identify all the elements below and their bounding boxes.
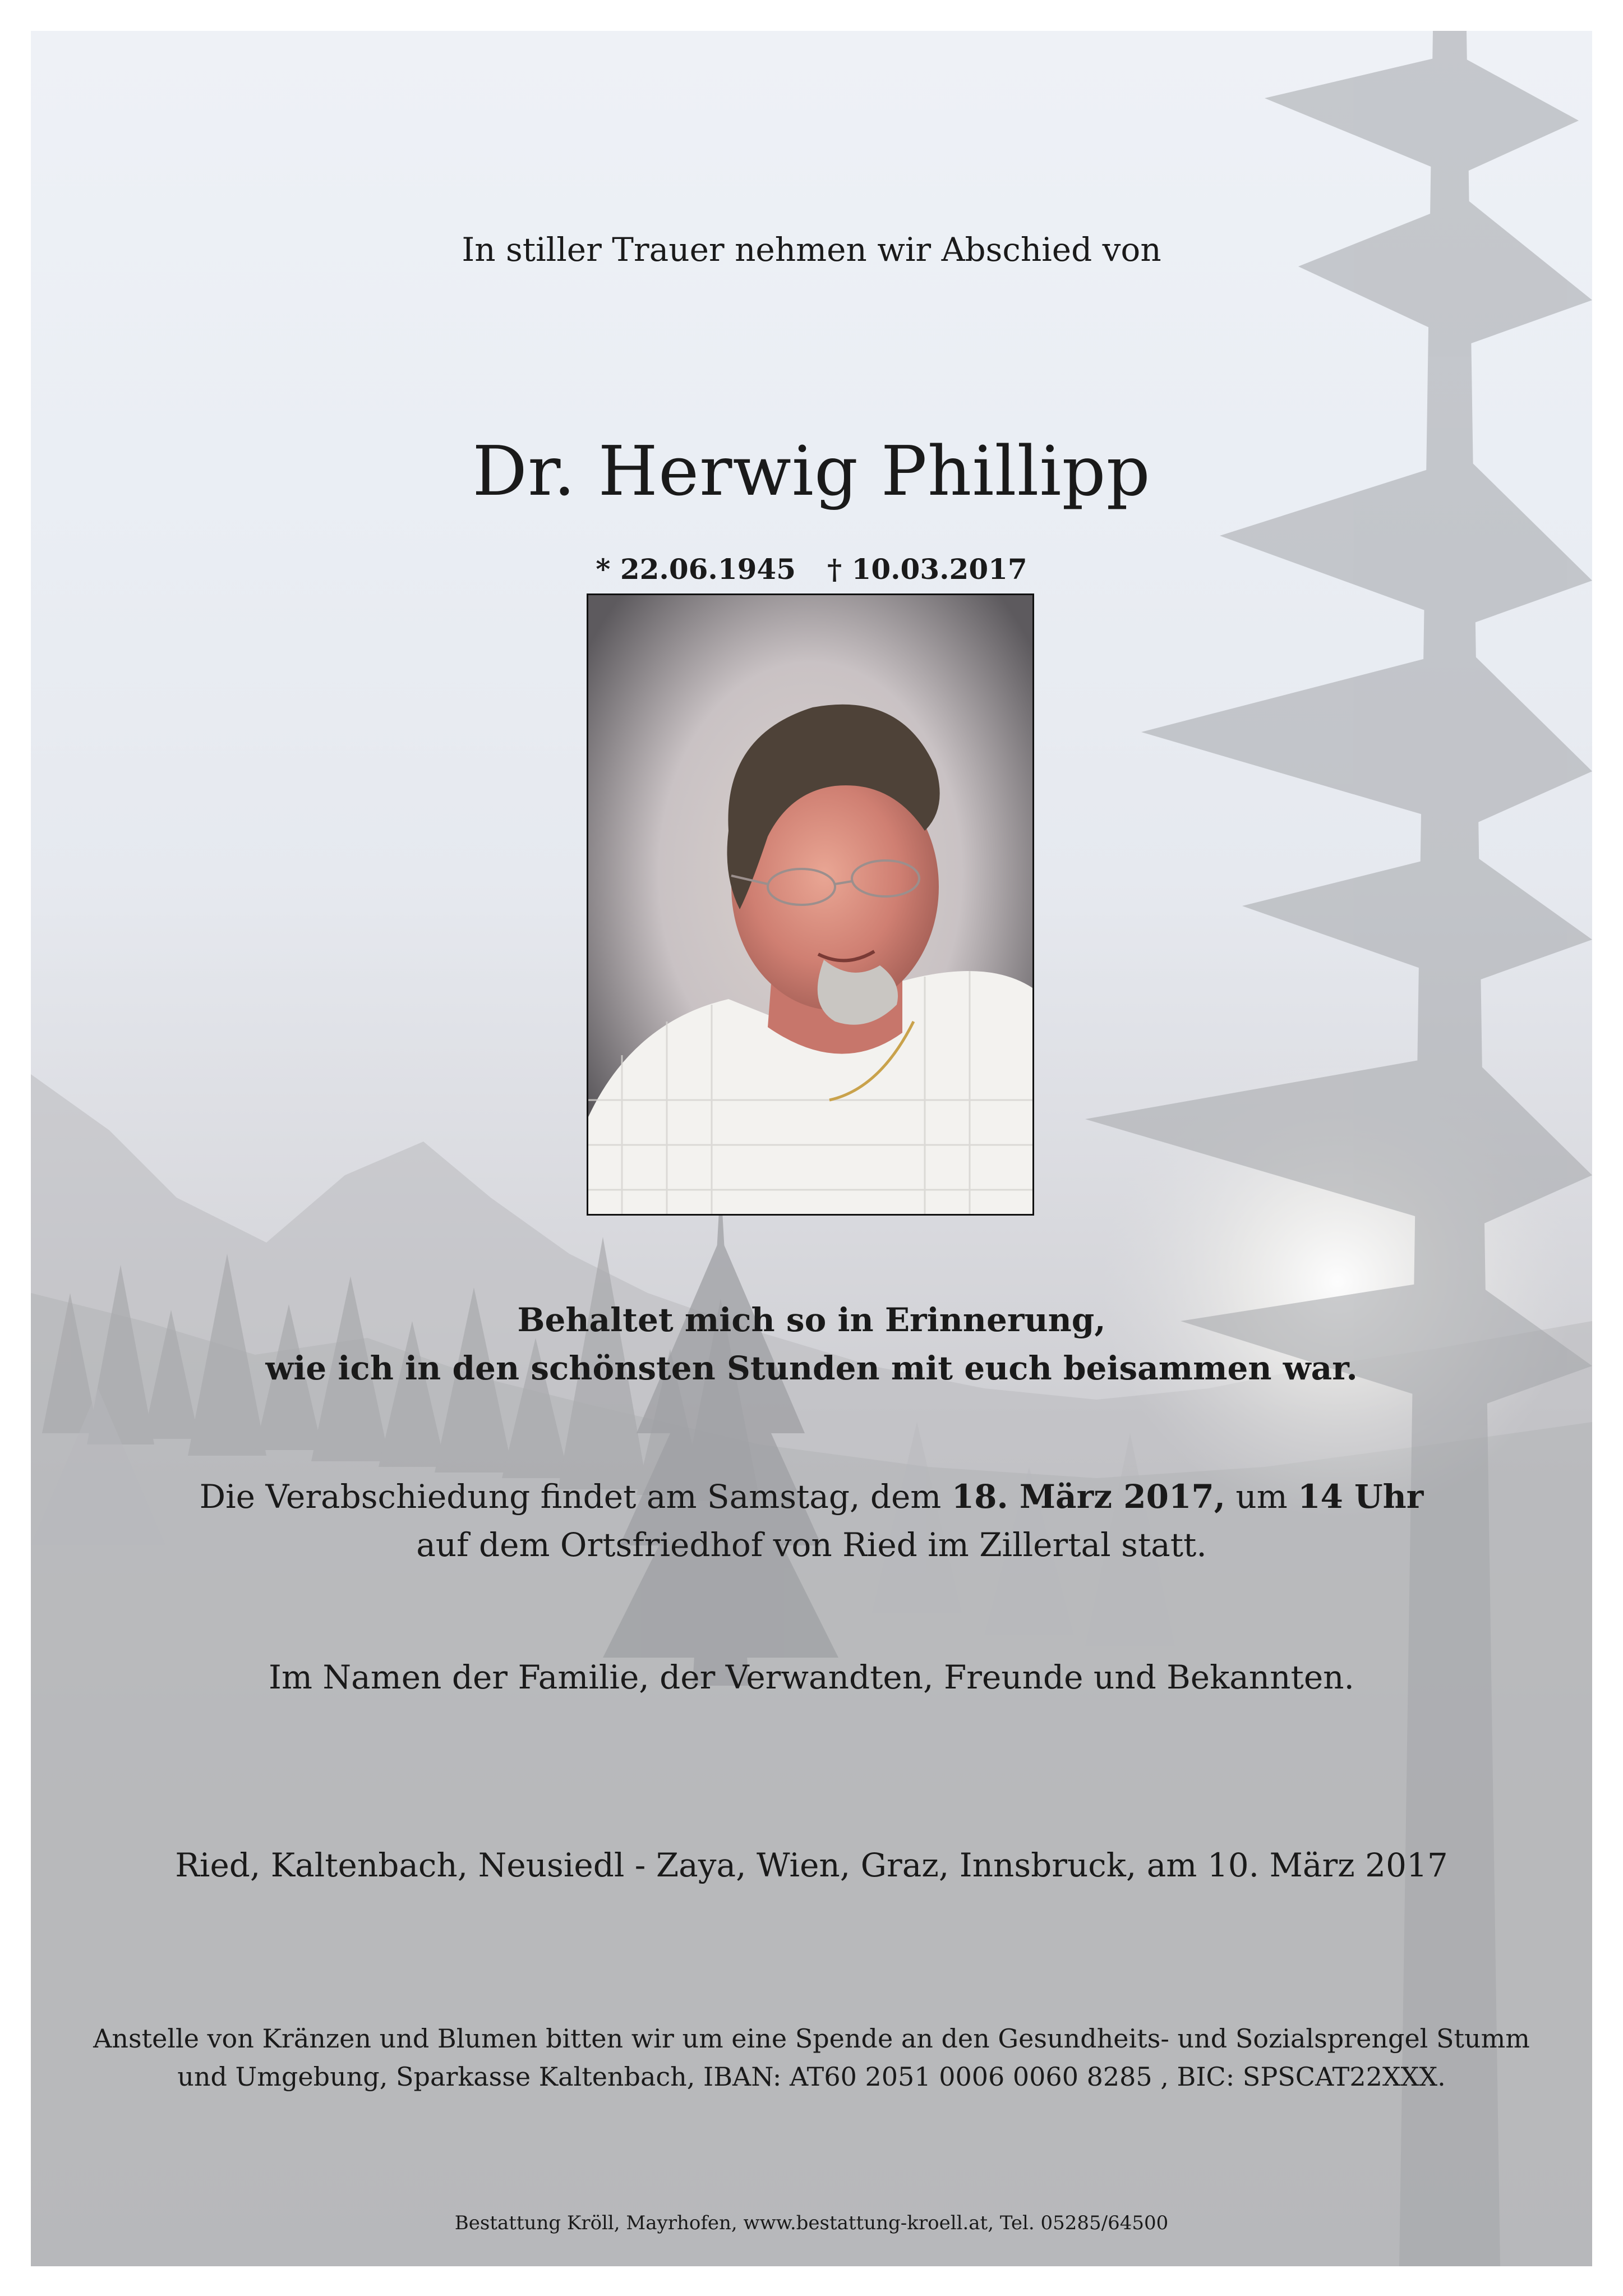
- death-date: † 10.03.2017: [827, 553, 1027, 586]
- family-line: Im Namen der Familie, der Verwandten, Freunde und Bekannten.: [269, 1658, 1354, 1696]
- ceremony-pre: Die Verabschiedung findet am Samstag, dem: [199, 1478, 952, 1516]
- ceremony-date: 18. März 2017,: [951, 1478, 1225, 1516]
- ceremony-line-2: auf dem Ortsfriedhof von Ried im Zillertal statt.: [416, 1526, 1207, 1564]
- places-date-line: Ried, Kaltenbach, Neusiedl - Zaya, Wien, Graz, Innsbruck, am 10. März 2017: [175, 1846, 1448, 1884]
- portrait-image: [588, 595, 1032, 1214]
- donation-line-2: und Umgebung, Sparkasse Kaltenbach, IBAN: AT60 2051 0006 0060 8285 , BIC: SPSCAT22XXX.: [177, 2062, 1446, 2092]
- ceremony-info: [0, 1473, 1623, 1569]
- birth-date: * 22.06.1945: [596, 553, 796, 586]
- ceremony-mid: um: [1225, 1478, 1298, 1516]
- life-dates: [0, 553, 1623, 586]
- ceremony-line-1: [0, 1473, 1623, 1521]
- deceased-name: Dr. Herwig Phillipp: [472, 431, 1151, 511]
- donation-line-1: Anstelle von Kränzen und Blumen bitten wir um eine Spende an den Gesundheits- und Sozialsprengel Stumm: [93, 2023, 1530, 2054]
- portrait-photo: [587, 593, 1034, 1216]
- intro-line: In stiller Trauer nehmen wir Abschied von: [462, 231, 1161, 269]
- ceremony-time: 14 Uhr: [1298, 1478, 1424, 1516]
- memorial-quote: [0, 1296, 1623, 1392]
- funeral-home-footer: Bestattung Kröll, Mayrhofen, www.bestattung-kroell.at, Tel. 05285/64500: [454, 2212, 1169, 2234]
- donation-note: [0, 2019, 1623, 2096]
- quote-line-2: wie ich in den schönsten Stunden mit euch beisammen war.: [265, 1349, 1358, 1387]
- quote-line-1: Behaltet mich so in Erinnerung,: [517, 1301, 1106, 1339]
